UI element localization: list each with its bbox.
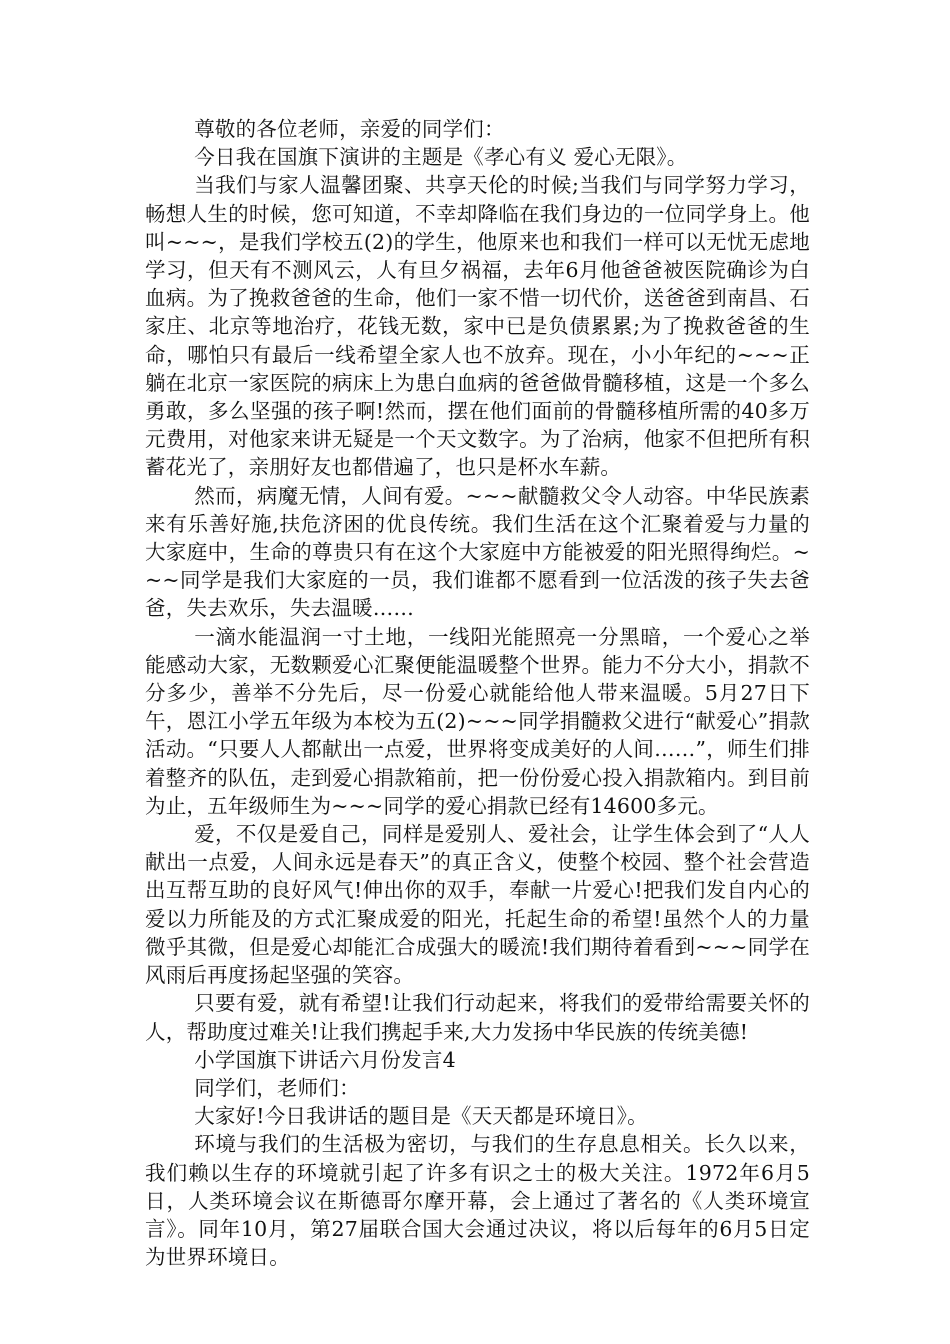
paragraph-environment: 环境与我们的生活极为密切，与我们的生存息息相关。长久以来，我们赖以生存的环境就引起了许多有识之士的极大关注。1972年6月5日，人类环境会议在斯德哥尔摩开幕，会上通过了著名的《人类环境宣言》。同年10月，第27届联合国大会通过决议，将以后每年的6月5日定为世界环境日。 [145, 1132, 810, 1270]
paragraph-story-intro: 当我们与家人温馨团聚、共享天伦的时候;当我们与同学努力学习，畅想人生的时候，您可知道，不幸却降临在我们身边的一位同学身上。他叫~~~，是我们学校五(2)的学生，他原来也和我们一样可以无忧无虑地学习，但天有不测风云，人有旦夕祸福，去年6月他爸爸被医院确诊为白血病。为了挽救爸爸的生命，他们一家不惜一切代价，送爸爸到南昌、石家庄、北京等地治疗，花钱无数，家中已是负债累累;为了挽救爸爸的生命，哪怕只有最后一线希望全家人也不放弃。现在，小小年纪的~~~正躺在北京一家医院的病床上为患白血病的爸爸做骨髓移植，这是一个多么勇敢，多么坚强的孩子啊!然而，摆在他们面前的骨髓移植所需的40多万元费用，对他家来讲无疑是一个天文数字。为了治病，他家不但把所有积蓄花光了，亲朋好友也都借遍了，也只是杯水车薪。 [145, 173, 810, 480]
paragraph-greeting: 同学们，老师们： [194, 1075, 360, 1100]
paragraph-donation-activity: 一滴水能温润一寸土地，一线阳光能照亮一分黑暗，一个爱心之举能感动大家，无数颗爱心汇聚便能温暖整个世界。能力不分大小，捐款不分多少，善举不分先后，尽一份爱心就能给他人带来温暖。5月27日下午，恩江小学五年级为本校为五(2)~~~同学捐髓救父进行“献爱心”捐款活动。“只要人人都献出一点爱，世界将变成美好的人间……”，师生们排着整齐的队伍，走到爱心捐款箱前，把一份份爱心投入捐款箱内。到目前为止，五年级师生为~~~同学的爱心捐款已经有14600多元。 [145, 624, 810, 818]
paragraph-love-tradition: 然而，病魔无情，人间有爱。~~~献髓救父令人动容。中华民族素来有乐善好施,扶危济困的优良传统。我们生活在这个汇聚着爱与力量的大家庭中，生命的尊贵只有在这个大家庭中方能被爱的阳光照得绚烂。~~~同学是我们大家庭的一员，我们谁都不愿看到一位活泼的孩子失去爸爸，失去欢乐，失去温暖…… [145, 483, 810, 621]
section-heading: 小学国旗下讲话六月份发言4 [194, 1047, 456, 1072]
paragraph-salutation: 尊敬的各位老师，亲爱的同学们： [194, 117, 505, 141]
document-body [145, 115, 810, 1271]
paragraph-speech-topic: 今日我在国旗下演讲的主题是《孝心有义 爱心无限》。 [194, 145, 688, 170]
paragraph-love-meaning: 爱，不仅是爱自己，同样是爱别人、爱社会，让学生体会到了“人人献出一点爱，人间永远是春天”的真正含义，使整个校园、整个社会营造出互帮互助的良好风气!伸出你的双手，奉献一片爱心!把我们发自内心的爱以力所能及的方式汇聚成爱的阳光，托起生命的希望!虽然个人的力量微乎其微，但是爱心却能汇合成强大的暖流!我们期待着看到~~~同学在风雨后再度扬起坚强的笑容。 [145, 822, 810, 988]
paragraph-hello-topic: 大家好!今日我讲话的题目是《天天都是环境日》。 [194, 1104, 648, 1129]
paragraph-call-to-action: 只要有爱，就有希望!让我们行动起来，将我们的爱带给需要关怀的人，帮助度过难关!让我们携起手来,大力发扬中华民族的传统美德! [145, 991, 810, 1044]
